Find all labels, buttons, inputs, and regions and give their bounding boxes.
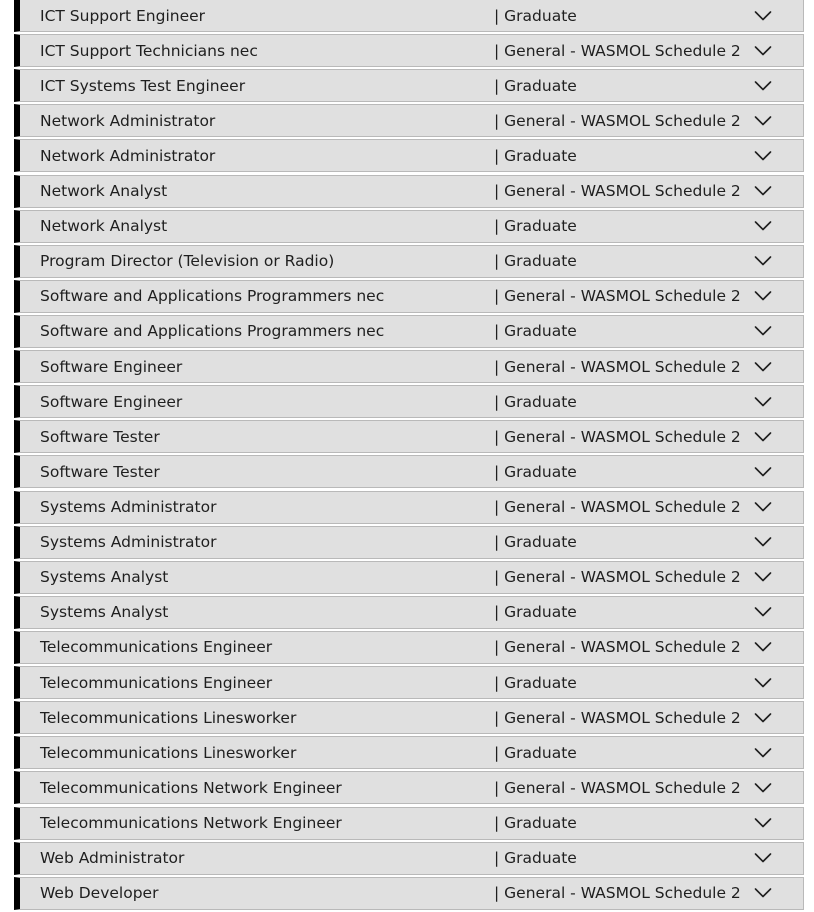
occupation-title: Software and Applications Programmers nec (40, 322, 385, 341)
occupation-title: Telecommunications Network Engineer (40, 814, 342, 833)
chevron-down-icon[interactable] (754, 150, 772, 161)
accordion-row[interactable] (14, 0, 804, 32)
category-label (494, 814, 577, 832)
chevron-down-icon[interactable] (754, 431, 772, 442)
accordion-row[interactable] (14, 315, 804, 348)
category-text: Graduate (504, 814, 577, 833)
category-label (494, 42, 741, 60)
category-separator: | (494, 182, 500, 201)
chevron-down-icon[interactable] (754, 642, 772, 653)
category-text: General - WASMOL Schedule 2 (504, 708, 741, 727)
chevron-down-icon[interactable] (754, 115, 772, 126)
category-separator: | (494, 41, 500, 60)
occupation-title: Systems Administrator (40, 498, 217, 517)
category-separator: | (494, 392, 500, 411)
chevron-down-icon[interactable] (754, 10, 772, 21)
category-text: Graduate (504, 462, 577, 481)
occupation-title: Systems Administrator (40, 533, 217, 552)
occupation-title: ICT Support Technicians nec (40, 41, 258, 60)
occupation-title: Telecommunications Linesworker (40, 708, 297, 727)
accordion-row[interactable] (14, 104, 804, 137)
category-separator: | (494, 76, 500, 95)
category-separator: | (494, 6, 500, 25)
category-text: Graduate (504, 849, 577, 868)
category-text: General - WASMOL Schedule 2 (504, 287, 741, 306)
category-label (494, 217, 577, 235)
chevron-down-icon[interactable] (754, 326, 772, 337)
accordion-row[interactable] (14, 491, 804, 524)
category-text: General - WASMOL Schedule 2 (504, 182, 741, 201)
chevron-down-icon[interactable] (754, 186, 772, 197)
occupation-title: Network Analyst (40, 182, 168, 201)
accordion-row[interactable] (14, 736, 804, 769)
chevron-down-icon[interactable] (754, 396, 772, 407)
accordion-row[interactable] (14, 350, 804, 383)
category-separator: | (494, 638, 500, 657)
accordion-row[interactable] (14, 561, 804, 594)
category-label (494, 568, 741, 586)
occupation-title: Software Engineer (40, 392, 183, 411)
category-label (494, 849, 577, 867)
category-label (494, 182, 741, 200)
chevron-down-icon[interactable] (754, 466, 772, 477)
accordion-row[interactable] (14, 210, 804, 243)
category-label (494, 638, 741, 656)
chevron-down-icon[interactable] (754, 782, 772, 793)
category-separator: | (494, 603, 500, 622)
occupation-title: ICT Systems Test Engineer (40, 76, 246, 95)
category-text: General - WASMOL Schedule 2 (504, 41, 741, 60)
category-separator: | (494, 849, 500, 868)
chevron-down-icon[interactable] (754, 256, 772, 267)
accordion-row[interactable] (14, 385, 804, 418)
accordion-row[interactable] (14, 701, 804, 734)
category-text: Graduate (504, 322, 577, 341)
occupation-title: Program Director (Television or Radio) (40, 252, 335, 271)
category-label (494, 884, 741, 902)
chevron-down-icon[interactable] (754, 888, 772, 899)
category-label (494, 147, 577, 165)
category-text: Graduate (504, 146, 577, 165)
accordion-row[interactable] (14, 280, 804, 313)
occupation-title: Systems Analyst (40, 568, 169, 587)
occupation-title: Web Administrator (40, 849, 185, 868)
occupation-title: Software Tester (40, 462, 160, 481)
category-text: General - WASMOL Schedule 2 (504, 427, 741, 446)
category-label (494, 7, 577, 25)
category-label (494, 603, 577, 621)
accordion-row[interactable] (14, 455, 804, 488)
category-text: General - WASMOL Schedule 2 (504, 357, 741, 376)
accordion-row[interactable] (14, 596, 804, 629)
chevron-down-icon[interactable] (754, 818, 772, 829)
category-label (494, 322, 577, 340)
chevron-down-icon[interactable] (754, 537, 772, 548)
category-separator: | (494, 708, 500, 727)
category-text: Graduate (504, 392, 577, 411)
category-label (494, 744, 577, 762)
category-text: Graduate (504, 6, 577, 25)
chevron-down-icon[interactable] (754, 712, 772, 723)
category-label (494, 463, 577, 481)
category-label (494, 674, 577, 692)
category-separator: | (494, 462, 500, 481)
category-text: General - WASMOL Schedule 2 (504, 884, 741, 903)
category-text: Graduate (504, 603, 577, 622)
category-label (494, 393, 577, 411)
occupation-title: Software Tester (40, 427, 160, 446)
occupation-accordion-list (14, 0, 804, 912)
category-text: General - WASMOL Schedule 2 (504, 498, 741, 517)
accordion-row[interactable] (14, 807, 804, 840)
category-separator: | (494, 884, 500, 903)
category-separator: | (494, 287, 500, 306)
occupation-title: Telecommunications Linesworker (40, 743, 297, 762)
category-label (494, 428, 741, 446)
category-text: Graduate (504, 533, 577, 552)
accordion-row[interactable] (14, 877, 804, 910)
category-separator: | (494, 427, 500, 446)
category-text: Graduate (504, 217, 577, 236)
accordion-row[interactable] (14, 631, 804, 664)
accordion-row[interactable] (14, 245, 804, 278)
occupation-title: Telecommunications Engineer (40, 673, 273, 692)
accordion-row[interactable] (14, 666, 804, 699)
category-text: General - WASMOL Schedule 2 (504, 778, 741, 797)
category-separator: | (494, 778, 500, 797)
category-separator: | (494, 743, 500, 762)
category-text: Graduate (504, 673, 577, 692)
category-label (494, 709, 741, 727)
accordion-row[interactable] (14, 526, 804, 559)
chevron-down-icon[interactable] (754, 502, 772, 513)
chevron-down-icon[interactable] (754, 80, 772, 91)
category-separator: | (494, 146, 500, 165)
category-label (494, 287, 741, 305)
chevron-down-icon[interactable] (754, 747, 772, 758)
accordion-row[interactable] (14, 69, 804, 102)
chevron-down-icon[interactable] (754, 45, 772, 56)
category-separator: | (494, 673, 500, 692)
chevron-down-icon[interactable] (754, 361, 772, 372)
occupation-title: ICT Support Engineer (40, 6, 206, 25)
category-separator: | (494, 111, 500, 130)
category-text: General - WASMOL Schedule 2 (504, 111, 741, 130)
chevron-down-icon[interactable] (754, 677, 772, 688)
accordion-row[interactable] (14, 175, 804, 208)
chevron-down-icon[interactable] (754, 572, 772, 583)
category-separator: | (494, 322, 500, 341)
occupation-title: Network Administrator (40, 146, 216, 165)
accordion-row[interactable] (14, 771, 804, 804)
category-text: General - WASMOL Schedule 2 (504, 638, 741, 657)
category-text: Graduate (504, 252, 577, 271)
occupation-title: Telecommunications Engineer (40, 638, 273, 657)
occupation-title: Software and Applications Programmers nec (40, 287, 385, 306)
category-separator: | (494, 498, 500, 517)
occupation-title: Network Analyst (40, 217, 168, 236)
category-text: General - WASMOL Schedule 2 (504, 568, 741, 587)
chevron-down-icon[interactable] (754, 853, 772, 864)
chevron-down-icon[interactable] (754, 607, 772, 618)
accordion-row[interactable] (14, 34, 804, 67)
category-separator: | (494, 814, 500, 833)
category-label (494, 533, 577, 551)
occupation-title: Systems Analyst (40, 603, 169, 622)
occupation-title: Software Engineer (40, 357, 183, 376)
category-label (494, 252, 577, 270)
category-label (494, 77, 577, 95)
category-separator: | (494, 217, 500, 236)
accordion-row[interactable] (14, 139, 804, 172)
occupation-title: Network Administrator (40, 111, 216, 130)
chevron-down-icon[interactable] (754, 221, 772, 232)
occupation-title: Web Developer (40, 884, 159, 903)
category-label (494, 779, 741, 797)
category-text: Graduate (504, 743, 577, 762)
category-text: Graduate (504, 76, 577, 95)
category-label (494, 112, 741, 130)
accordion-row[interactable] (14, 420, 804, 453)
accordion-row[interactable] (14, 842, 804, 875)
category-label (494, 358, 741, 376)
chevron-down-icon[interactable] (754, 291, 772, 302)
category-separator: | (494, 252, 500, 271)
occupation-title: Telecommunications Network Engineer (40, 778, 342, 797)
category-separator: | (494, 533, 500, 552)
category-separator: | (494, 568, 500, 587)
category-label (494, 498, 741, 516)
category-separator: | (494, 357, 500, 376)
